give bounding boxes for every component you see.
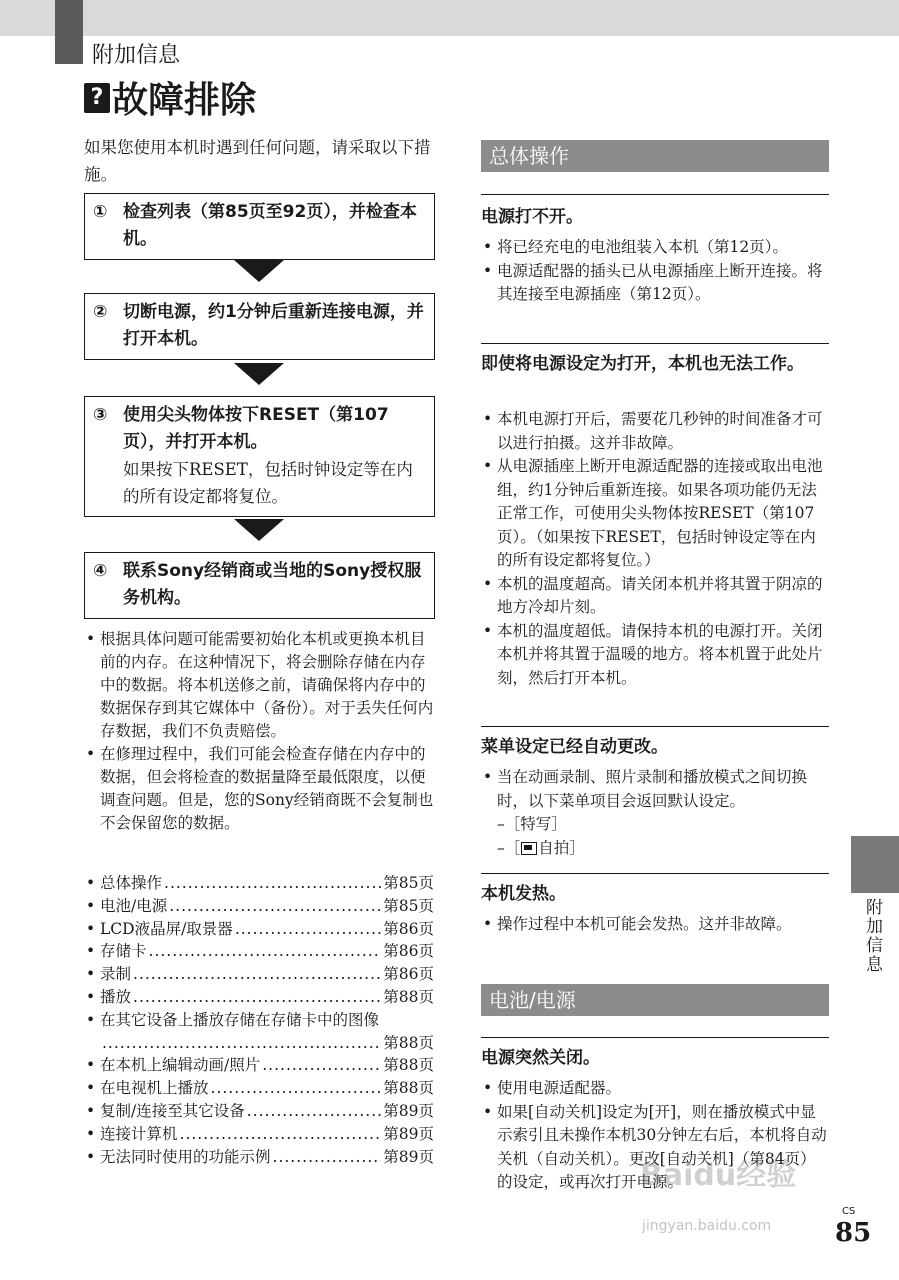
section-marker (55, 0, 83, 64)
toc-page: 第86页 (383, 942, 434, 961)
list-item: • 本机的温度超高。请关闭本机并将其置于阴凉的地方冷却片刻。 (481, 573, 829, 620)
side-tab (851, 836, 899, 893)
issue-heading: 菜单设定已经自动更改。 (481, 737, 668, 757)
list-item: • 如果[自动关机]设定为[开]，则在播放模式中显示索引且未操作本机30分钟左右后，本机将自动关机（自动关机）。更改[自动关机]（第84页）的设定，或再次打开电源。 (481, 1101, 829, 1195)
list-item: • 根据具体问题可能需要初始化本机或更换本机目前的内存。在这种情况下，将会删除存储在内存中的数据。将本机送修之前，请确保将内存中的数据保存到其它媒体中（备份）。对于丢失任何内存数据，我们不负责赔偿。 (84, 628, 434, 743)
toc-page: 第89页 (383, 1124, 434, 1143)
toc-page: 第86页 (383, 919, 434, 938)
section-bar-general: 总体操作 (481, 140, 829, 172)
step-1 (84, 193, 435, 260)
watermark-url: jingyan.baidu.com (642, 1218, 772, 1234)
issue-bullets (481, 408, 829, 690)
list-item: • 使用电源适配器。 (481, 1077, 829, 1101)
divider (481, 1037, 829, 1038)
step-text: 联系Sony经销商或当地的Sony授权服务机构。 (123, 561, 422, 608)
side-tab-label: 附加信息 (862, 898, 882, 974)
step-2 (84, 293, 435, 360)
toc-item[interactable] (84, 986, 434, 1009)
self-timer-icon (521, 842, 537, 855)
issue-heading: 电源突然关闭。 (481, 1048, 600, 1068)
issue-heading: 即使将电源设定为打开，本机也无法工作。 (481, 354, 804, 374)
step-text: 检查列表（第85页至92页），并检查本机。 (123, 202, 417, 249)
toc-label: • 在其它设备上播放存储在存储卡中的图像 (100, 1010, 380, 1029)
toc-page: 第88页 (383, 987, 434, 1006)
list-item: • 在修理过程中，我们可能会检查存储在内存中的数据，但会将检查的数据量降至最低限度，以便调查问题。但是，您的Sony经销商既不会复制也不会保留您的数据。 (84, 743, 434, 835)
toc-item[interactable] (84, 1146, 434, 1169)
step-4 (84, 552, 435, 619)
section-bar-battery: 电池/电源 (481, 984, 829, 1016)
toc-item[interactable] (84, 895, 434, 918)
toc-page: 第85页 (383, 896, 434, 915)
list-item: • 从电源插座上断开电源适配器的连接或取出电池组，约1分钟后重新连接。如果各项功能仍无法正常工作，可使用尖头物体按RESET（第107页）。（如果按下RESET，包括时钟设定等在内的所有设定都将复位。） (481, 455, 829, 573)
watermark-logo: Baidu经验 (640, 1158, 797, 1193)
toc-page: 第86页 (383, 965, 434, 984)
toc-item[interactable] (84, 918, 434, 941)
list-item: • 将已经充电的电池组装入本机（第12页）。 (481, 236, 829, 260)
left-bullet-list (84, 628, 434, 835)
list-item: • 本机电源打开后，需要花几秒钟的时间准备才可以进行拍摄。这并非故障。 (481, 408, 829, 455)
toc-item[interactable] (84, 940, 434, 963)
toc-label: • 连接计算机 (100, 1124, 178, 1143)
toc-label: • 录制 (100, 965, 132, 984)
step-number: ④ (93, 561, 108, 581)
toc-item[interactable] (84, 1054, 434, 1077)
toc-item[interactable] (84, 963, 434, 986)
list-item-self-timer: –［ 自拍］ (497, 838, 585, 857)
list-item-close-up: –［特写］ (497, 815, 567, 833)
step-note: 如果按下RESET，包括时钟设定等在内的所有设定都将复位。 (123, 460, 413, 506)
step-text: 使用尖头物体按下RESET（第107页），并打开本机。 (123, 405, 389, 452)
table-of-contents (84, 872, 434, 1168)
toc-item[interactable] (84, 1009, 434, 1055)
step-3 (84, 396, 435, 517)
toc-label: • 复制/连接至其它设备 (100, 1101, 245, 1120)
divider (481, 343, 829, 344)
list-item: • 操作过程中本机可能会发热。这并非故障。 (481, 913, 829, 937)
toc-page: 第89页 (383, 1147, 434, 1166)
page-title (84, 72, 256, 123)
toc-page: 第88页 (383, 1079, 434, 1098)
toc-label: • 播放 (100, 987, 132, 1006)
toc-page: 第89页 (383, 1101, 434, 1120)
toc-page: 第88页 (383, 1056, 434, 1075)
issue-heading: 电源打不开。 (481, 207, 583, 227)
page-title-text: 故障排除 (112, 80, 257, 121)
step-number: ② (93, 302, 108, 322)
toc-item[interactable] (84, 1100, 434, 1123)
language-code: CS (842, 1206, 856, 1217)
toc-label: • 总体操作 (100, 874, 163, 892)
toc-item[interactable] (84, 1077, 434, 1100)
intro-text: 如果您使用本机时遇到任何问题，请采取以下措施。 (84, 138, 431, 184)
toc-item[interactable] (84, 1123, 434, 1146)
toc-label: • LCD液晶屏/取景器 (100, 919, 233, 938)
toc-label: • 在本机上编辑动画/照片 (100, 1056, 261, 1075)
section-label: 附加信息 (92, 43, 181, 68)
divider (481, 873, 829, 874)
divider (481, 194, 829, 195)
issue-heading: 本机发热。 (481, 884, 566, 904)
toc-label: • 存储卡 (100, 942, 147, 961)
toc-label: • 电池/电源 (100, 896, 168, 915)
issue-bullets (481, 236, 829, 307)
issue-bullets (481, 913, 829, 937)
down-arrow-icon (234, 519, 284, 541)
list-item: • 电源适配器的插头已从电源插座上断开连接。将其连接至电源插座（第12页）。 (481, 260, 829, 307)
list-item: • 当在动画录制、照片录制和播放模式之间切换时，以下菜单项目会返回默认设定。 (481, 766, 829, 813)
divider (481, 726, 829, 727)
down-arrow-icon (234, 363, 284, 385)
toc-item[interactable] (84, 872, 434, 895)
step-number: ③ (93, 405, 108, 425)
question-icon: ? (84, 83, 110, 113)
toc-page: 第85页 (383, 874, 434, 892)
issue-bullets (481, 766, 829, 860)
down-arrow-icon (234, 260, 284, 282)
toc-label: • 无法同时使用的功能示例 (100, 1147, 271, 1166)
toc-page: 第88页 (383, 1033, 434, 1052)
step-number: ① (93, 202, 108, 222)
toc-label: • 在电视机上播放 (100, 1079, 209, 1098)
list-item: • 本机的温度超低。请保持本机的电源打开。关闭本机并将其置于温暖的地方。将本机置于此处片刻，然后打开本机。 (481, 620, 829, 691)
step-text: 切断电源，约1分钟后重新连接电源，并打开本机。 (123, 302, 424, 349)
top-header-bar (0, 0, 899, 36)
page-number: 85 (835, 1218, 872, 1248)
